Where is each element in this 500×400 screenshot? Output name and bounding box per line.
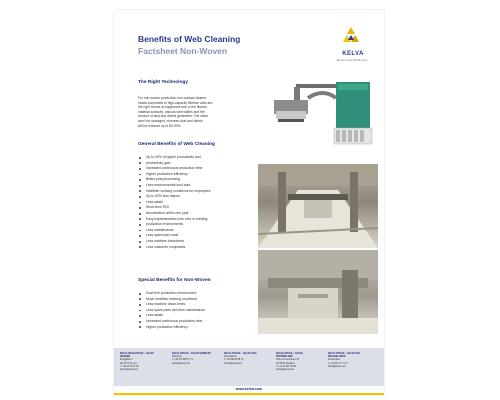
office-line: T +31 637 07 71 77 <box>328 362 348 365</box>
office-germany <box>172 353 214 366</box>
paragraph-line: For non-woven production non-contact cleaner <box>138 96 207 100</box>
office-asia <box>224 353 266 366</box>
logo-wordmark: KELVA <box>342 51 364 57</box>
office-email[interactable]: kelva@kelva.com <box>276 369 295 372</box>
office-email[interactable]: kelva@kelva.com <box>328 365 347 368</box>
office-heading: KELVA OFFICE – SALES ASIA <box>224 353 257 355</box>
list-item: Increased continuous production time <box>138 166 211 172</box>
office-email[interactable]: kelva@kelva.com <box>172 362 191 365</box>
list-item: Less customer complaints <box>138 245 211 251</box>
list-item: Higher production efficiency <box>138 325 205 331</box>
list-item: Short-term ROI <box>138 205 211 211</box>
office-line: Hamburg <box>172 356 182 359</box>
office-heading: KELVA OFFICE – SALES SWITZERLAND <box>276 353 303 359</box>
list-item: Less spare parts and less maintenance <box>138 308 205 314</box>
office-line: Ahmedabad <box>224 356 237 359</box>
list-item: Much healthier working conditions <box>138 297 205 303</box>
list-item: Higher production efficiency <box>138 172 211 178</box>
website-link[interactable]: www.kelva.com <box>235 387 263 391</box>
office-line: T +46 46 16 07 00 <box>120 365 139 368</box>
paragraph-line: material surfaces, various web widths and the <box>138 109 205 114</box>
office-switzerland <box>276 353 318 372</box>
kelva-logo-icon <box>341 26 361 48</box>
list-item: Less machine downtimes <box>138 239 211 245</box>
office-line: Amsterdam <box>328 359 340 362</box>
list-item: Healthier working conditions for employees <box>138 189 211 195</box>
office-email[interactable]: kelva@kelva.com <box>224 362 243 365</box>
page-title: Benefits of Web Cleaning <box>138 34 241 44</box>
list-item: production environments <box>138 222 211 228</box>
list-item: productivity gain <box>138 161 211 167</box>
list-item: Increased continuous production time <box>138 319 205 325</box>
paragraph-line: amount of dust and debris generated. The webs <box>138 114 208 119</box>
office-heading: KELVA OFFICE – SALES THE NETHERLANDS <box>328 353 360 359</box>
section-heading-right-technology: The Right Technology <box>138 80 189 85</box>
page-subtitle: Factsheet Non-Woven <box>138 46 228 56</box>
section-heading-general-benefits: General Benefits of Web Cleaning <box>138 142 215 147</box>
office-line: Hohe Furrerstrasse 33 <box>276 359 299 362</box>
list-item: Dust-free production environment <box>138 291 205 297</box>
office-line: T +49 171 868 07 71 <box>172 359 194 362</box>
paragraph-line: the right choice of equipment due to the fibrous <box>138 105 207 110</box>
office-email[interactable]: kelva@kelva.com <box>120 369 139 372</box>
list-item: Less waste <box>138 313 205 319</box>
general-benefits-list <box>138 155 211 250</box>
list-item: Less spare part costs <box>138 233 211 239</box>
office-line: SE-237 38 Lund <box>120 362 137 365</box>
office-netherlands <box>328 353 370 369</box>
kelva-logo <box>329 26 373 66</box>
list-item: Easy implementation into new or existing <box>138 217 211 223</box>
filter-unit-photo <box>258 250 378 334</box>
office-heading: KELVA HEAD OFFICE – SALES SWEDEN <box>120 353 154 359</box>
paragraph-line: heads connected to high-capacity filtertan units are <box>138 100 213 105</box>
office-line: Bruggatan 3 <box>120 359 133 362</box>
office-contacts-footer <box>114 348 384 386</box>
list-item: Up to 50% less rejects <box>138 194 211 200</box>
production-line-photo <box>258 164 378 248</box>
list-item: Less waste <box>138 200 211 206</box>
list-item: Less maintenance <box>138 228 211 234</box>
office-line: CH-8222 Dietlikon <box>276 362 295 365</box>
list-item: Better post-processing <box>138 177 211 183</box>
list-item: Amortization within one year <box>138 211 211 217</box>
section-heading-nonwoven-benefits: Special Benefits for Non-Woven <box>138 278 211 283</box>
paragraph-line: won't be damaged, whereas dust and debris <box>138 118 203 123</box>
office-line: T +41 44 801 50 90 <box>276 365 296 368</box>
office-heading: KELVA OFFICE – SALES GERMANY <box>172 353 212 355</box>
nonwoven-benefits-list <box>138 291 205 330</box>
paragraph-line: will be reduced up to 80-90%. <box>138 123 182 128</box>
factsheet-page <box>114 10 384 395</box>
cleaner-machine-image <box>258 78 378 148</box>
logo-tagline: Member of the KELVA Group <box>336 59 368 62</box>
list-item: Less environmental dust load <box>138 183 211 189</box>
right-technology-paragraph <box>138 96 246 128</box>
list-item: Up to 40% of higher productivity and <box>138 155 211 161</box>
office-sweden <box>120 353 162 372</box>
office-line: T +91 899 8738 74 <box>224 359 244 362</box>
list-item: Less machine down-times <box>138 302 205 308</box>
accent-bar <box>114 393 384 395</box>
